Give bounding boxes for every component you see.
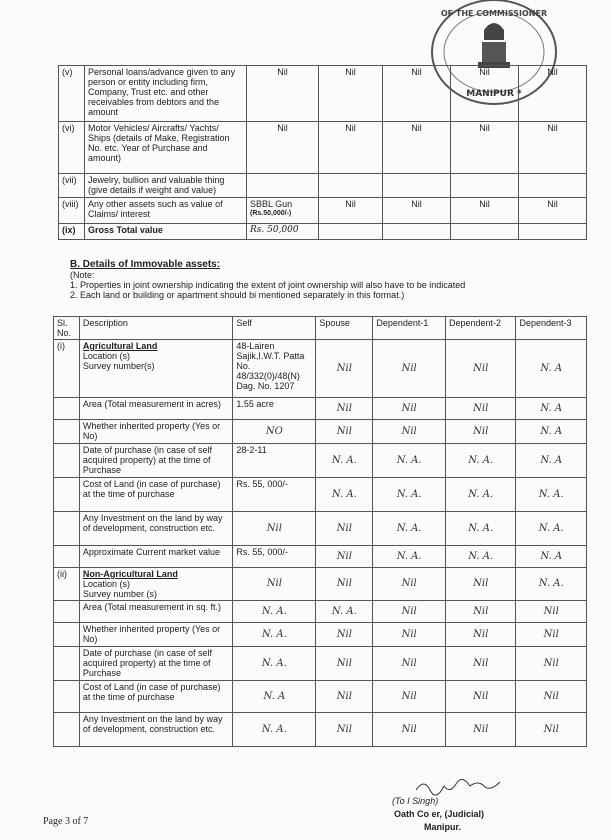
row-value — [319, 122, 383, 174]
header-description: Description — [79, 317, 232, 340]
row-value — [451, 122, 519, 174]
self-value: 28-2-11 — [233, 444, 316, 478]
row-number — [54, 647, 80, 681]
member-value: Nil — [445, 340, 516, 398]
row-number — [54, 512, 80, 546]
member-value: N. A. — [516, 512, 587, 546]
row-number — [54, 398, 80, 420]
row-value — [319, 224, 383, 240]
movable-row — [59, 224, 587, 240]
row-value — [247, 122, 319, 174]
row-description: Approximate Current market value — [79, 546, 232, 568]
row-number: (i) — [54, 340, 80, 398]
row-number — [54, 681, 80, 713]
movable-row — [59, 174, 587, 198]
value-text: Nil — [479, 199, 490, 209]
member-value: Nil — [445, 420, 516, 444]
row-number — [54, 420, 80, 444]
row-number: (vii) — [59, 174, 85, 198]
movable-row — [59, 122, 587, 174]
value-text: Nil — [411, 199, 422, 209]
member-value: Nil — [373, 681, 446, 713]
row-value — [383, 198, 451, 224]
value-text: Nil — [277, 67, 288, 77]
member-value: Nil — [516, 713, 587, 747]
member-value: Nil — [316, 568, 373, 601]
member-value: N. A — [516, 398, 587, 420]
header-dependent-1: Dependent-1 — [373, 317, 446, 340]
self-value: Nil — [233, 568, 316, 601]
value-text: Nil — [345, 199, 356, 209]
member-value: Nil — [316, 713, 373, 747]
member-value: Nil — [316, 340, 373, 398]
self-value: Nil — [233, 512, 316, 546]
value-text: Nil — [277, 123, 288, 133]
value-text: Nil — [547, 67, 558, 77]
row-description: Jewelry, bullion and valuable thing (give details if weight and value) — [85, 174, 247, 198]
row-value — [451, 198, 519, 224]
member-value: Nil — [516, 647, 587, 681]
member-value: N. A. — [373, 546, 446, 568]
row-value — [519, 224, 587, 240]
member-value: Nil — [316, 420, 373, 444]
member-value: N. A — [516, 340, 587, 398]
row-description: Cost of Land (in case of purchase) at the time of purchase — [79, 681, 232, 713]
member-value: Nil — [373, 601, 446, 623]
immovable-notes — [70, 260, 590, 300]
row-number — [54, 444, 80, 478]
row-value — [247, 224, 319, 240]
row-description — [79, 568, 232, 601]
member-value: Nil — [316, 546, 373, 568]
signatory-designation: Oath Co er, (Judicial) — [394, 809, 485, 819]
self-value: N. A. — [233, 623, 316, 647]
member-value: N. A. — [445, 512, 516, 546]
member-value: Nil — [516, 623, 587, 647]
signature-block — [384, 782, 554, 837]
land-detail-row — [54, 681, 587, 713]
member-value: Nil — [316, 681, 373, 713]
row-description: Any other assets such as value of Claims/ interest — [85, 198, 247, 224]
row-number — [54, 478, 80, 512]
row-number: (ii) — [54, 568, 80, 601]
row-description: Any Investment on the land by way of development, construction etc. — [79, 512, 232, 546]
member-value: N. A. — [316, 444, 373, 478]
land-detail-row — [54, 398, 587, 420]
signatory-name: (To I Singh) — [392, 796, 439, 806]
row-description: Date of purchase (in case of self acquired property) at the time of Purchase — [79, 647, 232, 681]
value-text: Nil — [547, 123, 558, 133]
header-sl-no: Sl. No. — [54, 317, 80, 340]
land-detail-row — [54, 601, 587, 623]
row-description: Date of purchase (in case of self acquired property) at the time of Purchase — [79, 444, 232, 478]
row-value — [247, 198, 319, 224]
land-subtitle: Location (s) Survey number (s) — [82, 579, 157, 599]
row-number: (vi) — [59, 122, 85, 174]
member-value: Nil — [373, 568, 446, 601]
self-value: N. A. — [233, 647, 316, 681]
value-text: Nil — [479, 67, 490, 77]
row-value — [451, 66, 519, 122]
row-value — [519, 174, 587, 198]
land-detail-row — [54, 647, 587, 681]
land-detail-row — [54, 478, 587, 512]
note-item-2: 2. Each land or building or apartment should bi mentioned separately in this format.) — [70, 290, 405, 300]
value-text: Nil — [479, 123, 490, 133]
value-text: Rs. 50,000 — [250, 225, 299, 235]
immovable-title: B. Details of Immovable assets: — [70, 259, 221, 270]
member-value: Nil — [445, 681, 516, 713]
row-number — [54, 601, 80, 623]
member-value: Nil — [445, 568, 516, 601]
row-value — [319, 198, 383, 224]
member-value: N. A. — [373, 478, 446, 512]
land-detail-row — [54, 512, 587, 546]
row-value — [519, 198, 587, 224]
value-text: Nil — [345, 67, 356, 77]
land-detail-row — [54, 420, 587, 444]
row-value — [319, 66, 383, 122]
self-value: Rs. 55, 000/- — [233, 478, 316, 512]
member-value: Nil — [316, 647, 373, 681]
self-value: 48-Lairen Sajik,I.W.T. Patta No. 48/332(0)/48(N) Dag. No. 1207 — [233, 340, 316, 398]
movable-assets-table — [58, 65, 587, 240]
value-text: Nil — [411, 123, 422, 133]
member-value: Nil — [445, 623, 516, 647]
self-value: NO — [233, 420, 316, 444]
row-description: Area (Total measurement in acres) — [79, 398, 232, 420]
row-value — [519, 122, 587, 174]
self-value: 1.55 acre — [233, 398, 316, 420]
member-value: N. A. — [445, 478, 516, 512]
land-detail-row — [54, 546, 587, 568]
member-value: N. A — [516, 420, 587, 444]
value-text: Nil — [411, 67, 422, 77]
immovable-assets-table — [53, 316, 587, 747]
land-detail-row — [54, 444, 587, 478]
member-value: Nil — [445, 601, 516, 623]
row-description: Cost of Land (in case of purchase) at the time of purchase — [79, 478, 232, 512]
member-value: N. A. — [445, 546, 516, 568]
self-value: Rs. 55, 000/- — [233, 546, 316, 568]
member-value: Nil — [316, 398, 373, 420]
member-value: Nil — [516, 601, 587, 623]
member-value: Nil — [373, 713, 446, 747]
svg-text:MANIPUR *: MANIPUR * — [466, 89, 522, 99]
member-value: N. A. — [316, 478, 373, 512]
header-dependent-3: Dependent-3 — [516, 317, 587, 340]
header-dependent-2: Dependent-2 — [445, 317, 516, 340]
member-value: Nil — [373, 647, 446, 681]
member-value: N. A. — [373, 444, 446, 478]
signatory-place: Manipur. — [424, 822, 462, 832]
member-value: Nil — [316, 623, 373, 647]
row-value — [383, 66, 451, 122]
self-value: N. A. — [233, 601, 316, 623]
member-value: Nil — [445, 713, 516, 747]
row-value — [383, 122, 451, 174]
self-value: N. A. — [233, 713, 316, 747]
row-value — [451, 174, 519, 198]
member-value: Nil — [445, 398, 516, 420]
movable-assets-body — [59, 66, 587, 240]
row-description: Whether inherited property (Yes or No) — [79, 420, 232, 444]
member-value: Nil — [373, 420, 446, 444]
row-description: Whether inherited property (Yes or No) — [79, 623, 232, 647]
row-value — [319, 174, 383, 198]
member-value: N. A. — [516, 568, 587, 601]
row-value — [247, 174, 319, 198]
page-number: Page 3 of 7 — [43, 816, 89, 827]
land-detail-row — [54, 623, 587, 647]
movable-row — [59, 198, 587, 224]
row-description: Any Investment on the land by way of development, construction etc. — [79, 713, 232, 747]
note-item-1: 1. Properties in joint ownership indicating the extent of joint ownership will also have to be indicated — [70, 280, 466, 290]
note-label: (Note: — [70, 270, 95, 280]
land-detail-row — [54, 713, 587, 747]
row-number — [54, 713, 80, 747]
member-value: Nil — [373, 398, 446, 420]
svg-text:OF THE COMMISSIONER: OF THE COMMISSIONER — [440, 9, 548, 18]
header-self: Self — [233, 317, 316, 340]
value-subtext: (Rs.50,000/-) — [250, 210, 292, 217]
row-description: Area (Total measurement in sq. ft.) — [79, 601, 232, 623]
member-value: N. A. — [445, 444, 516, 478]
member-value: N. A. — [516, 478, 587, 512]
row-value — [247, 66, 319, 122]
header-spouse: Spouse — [316, 317, 373, 340]
row-description: Personal loans/advance given to any person or entity including firm, Company, Trust etc. and other receivables from debtors and the amount — [85, 66, 247, 122]
row-value — [383, 224, 451, 240]
member-value: N. A — [516, 444, 587, 478]
member-value: Nil — [316, 512, 373, 546]
row-value — [519, 66, 587, 122]
row-value — [383, 174, 451, 198]
member-value: Nil — [516, 681, 587, 713]
row-number: (v) — [59, 66, 85, 122]
row-number: (ix) — [59, 224, 85, 240]
row-number: (viii) — [59, 198, 85, 224]
land-header-row — [54, 340, 587, 398]
immovable-assets-body — [54, 340, 587, 747]
land-header-row — [54, 568, 587, 601]
row-value — [451, 224, 519, 240]
member-value: N. A — [516, 546, 587, 568]
land-title: Agricultural Land — [82, 341, 158, 351]
row-description: Motor Vehicles/ Aircrafts/ Yachts/ Ships (details of Make, Registration No. etc. Year of Purchase and amount) — [85, 122, 247, 174]
movable-row — [59, 66, 587, 122]
self-value: N. A — [233, 681, 316, 713]
row-description — [79, 340, 232, 398]
row-number — [54, 623, 80, 647]
land-subtitle: Location (s) Survey number(s) — [82, 351, 155, 371]
row-description: Gross Total value — [85, 224, 247, 240]
member-value: N. A. — [373, 512, 446, 546]
value-text: SBBL Gun — [250, 199, 293, 209]
value-text: Nil — [547, 199, 558, 209]
member-value: Nil — [373, 623, 446, 647]
member-value: N. A. — [316, 601, 373, 623]
member-value: Nil — [373, 340, 446, 398]
signature-scribble — [414, 776, 504, 796]
value-text: Nil — [345, 123, 356, 133]
land-title: Non-Agricultural Land — [82, 569, 178, 579]
member-value: Nil — [445, 647, 516, 681]
row-number — [54, 546, 80, 568]
